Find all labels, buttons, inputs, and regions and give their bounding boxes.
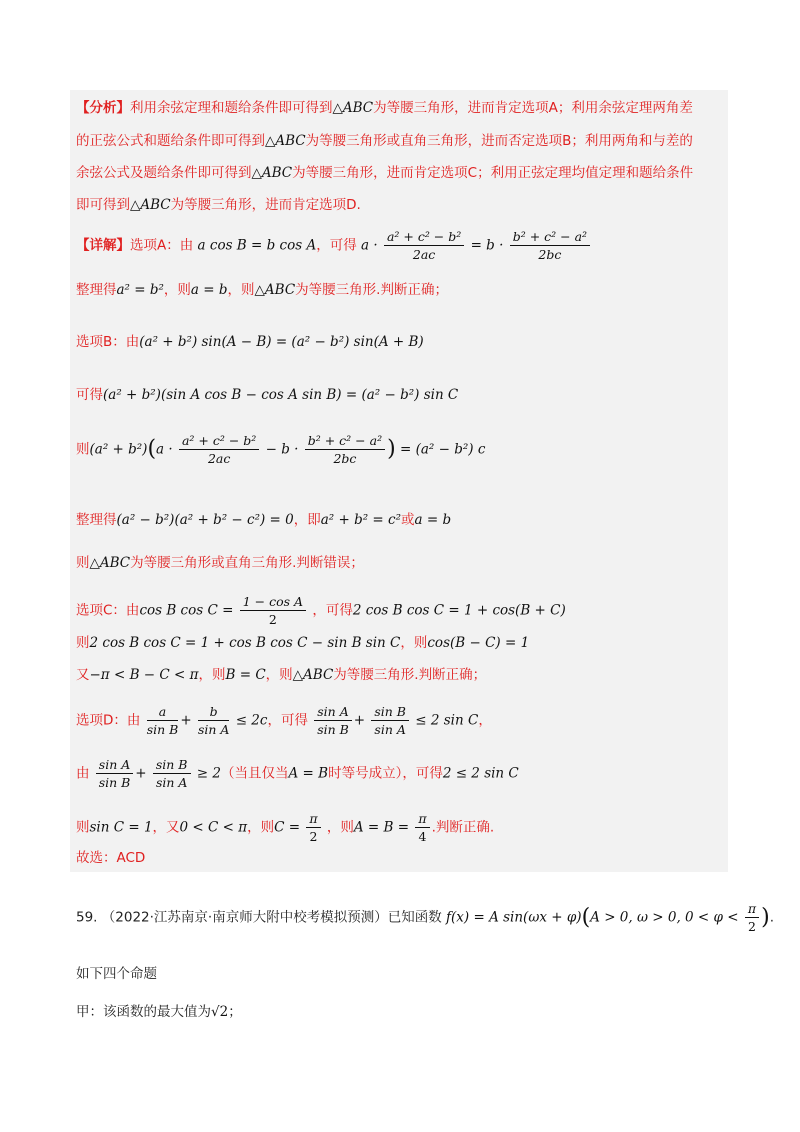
detail-option-b-step: 可得(a² + b²)(sin A cos B − cos A sin B) = (a² − b²) sin C <box>76 387 459 403</box>
detail-option-d: 选项D：由 $\frac{a}{\text{sin B}}$ + $\frac{b}{\text{sin A}}$ ≤ 2c，可得 $\frac{\text{sin A}}{\text{sin B}}$ + $\frac{\text{sin B}}{\text{sin A}}$ ≤ 2 sin C， <box>76 704 492 737</box>
fraction: $\frac{\text{a² + c² − b²}}{2ac}$ <box>384 228 464 263</box>
detail-option-a: 【详解】选项A：由 a cos B = b cos A，可得 a · $\frac{\text{a² + c² − b²}}{2ac}$ = b · $\frac{\text{b² + c² − a²}}{2bc}$ <box>76 228 592 263</box>
detail-option-b: 选项B：由(a² + b²) sin(A − B) = (a² − b²) sin(A + B) <box>76 334 424 350</box>
detail-option-c-conclusion: 又−π < B − C < π，则B = C，则△ABC为等腰三角形.判断正确； <box>76 667 487 683</box>
detail-option-c: 选项C：由cos B cos C = $\frac{\text{1 − cos A}}{2}$ ，可得2 cos B cos C = 1 + cos(B + C) <box>76 594 566 627</box>
proposition-jia: 甲：该函数的最大值为√2； <box>76 1004 242 1020</box>
detail-option-c-step: 则2 cos B cos C = 1 + cos B cos C − sin B sin C，则cos(B − C) = 1 <box>76 635 530 651</box>
detail-option-b-step3: 整理得(a² − b²)(a² + b² − c²) = 0，即a² + b² = c²或a = b <box>76 512 452 528</box>
analysis-line-2: 的正弦公式和题给条件即可得到△ABC为等腰三角形或直角三角形，进而否定选项B；利用两角和与差的 <box>76 133 693 149</box>
fraction: $\frac{\text{b² + c² − a²}}{2bc}$ <box>510 228 590 263</box>
answer-line: 故选：ACD <box>76 850 146 866</box>
question-59: 59. （2022·江苏南京·南京师大附中校考模拟预测）已知函数 f(x) = A sin(ωx + φ)(A > 0, ω > 0, 0 < φ < $\frac{\pi}{2}$ ). <box>76 901 774 934</box>
detail-option-b-step2: 则(a² + b²)(a · $\frac{\text{a² + c² − b²}}{2ac}$ − b · $\frac{\text{b² + c² − a²}}{2bc}$ ) = (a² − b²) c <box>76 433 486 466</box>
analysis-line-1: 【分析】利用余弦定理和题给条件即可得到△ABC为等腰三角形，进而肯定选项A；利用余弦定理两角差 <box>76 100 693 116</box>
function-expression: f(x) = A sin(ωx + φ) <box>446 909 582 926</box>
detail-tag: 【详解】 <box>76 237 130 254</box>
fraction: $\frac{\text{b² + c² − a²}}{2bc}$ <box>305 432 385 467</box>
fraction: $\frac{\text{a² + c² − b²}}{2ac}$ <box>179 432 259 467</box>
question-source: （2022·江苏南京·南京师大附中校考模拟预测）已知函数 <box>101 909 442 926</box>
question-number: 59. <box>76 909 98 926</box>
analysis-line-4: 即可得到△ABC为等腰三角形，进而肯定选项D. <box>76 197 361 213</box>
detail-option-b-conclusion: 则△ABC为等腰三角形或直角三角形.判断错误； <box>76 555 364 571</box>
question-intro: 如下四个命题 <box>76 966 157 982</box>
detail-option-a-conclusion: 整理得a² = b²，则a = b，则△ABC为等腰三角形.判断正确； <box>76 282 448 298</box>
analysis-tag: 【分析】 <box>76 100 130 116</box>
analysis-line-3: 余弦公式及题给条件即可得到△ABC为等腰三角形，进而肯定选项C；利用正弦定理均值定理和题给条件 <box>76 165 694 181</box>
detail-option-d-conclusion: 则sin C = 1，又0 < C < π，则C = $\frac{\pi}{2}$ ，则A = B = $\frac{\pi}{4}$ .判断正确. <box>76 811 495 844</box>
detail-option-d-step: 由 $\frac{\text{sin A}}{\text{sin B}}$ + $\frac{\text{sin B}}{\text{sin A}}$ ≥ 2（当且仅当A = B时等号成立），可得2 ≤ 2 sin C <box>76 757 519 790</box>
fraction: $\frac{\text{1 − cos A}}{2}$ <box>240 593 306 628</box>
